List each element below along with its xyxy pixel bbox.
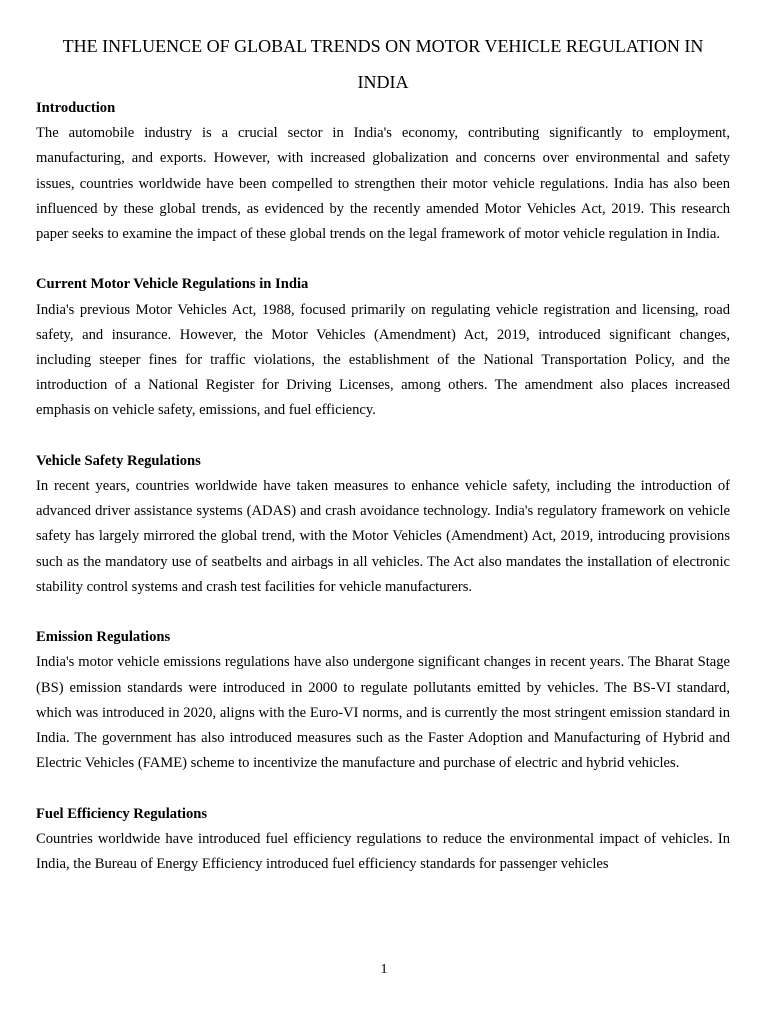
section-current-regulations	[36, 272, 730, 423]
section-vehicle-safety	[36, 449, 730, 600]
section-fuel-efficiency	[36, 802, 730, 878]
section-heading: Introduction	[36, 100, 116, 116]
section-introduction	[36, 96, 730, 247]
section-emission	[36, 625, 730, 776]
section-heading: Emission Regulations	[36, 629, 171, 646]
section-paragraph: India's motor vehicle emissions regulations have also undergone significant changes in recent years. The Bharat Stage (BS) emission standards were introduced in 2000 to regulate pollutants emitted by vehicles. The BS-VI standard, which was introduced in 2020, aligns with the Euro-VI norms, and is currently the most stringent emission standard in India. The government has also introduced measures such as the Faster Adoption and Manufacturing of Hybrid and Electric Vehicles (FAME) scheme to incentivize the manufacture and purchase of electric and hybrid vehicles.	[36, 654, 730, 772]
page-number: 1	[380, 962, 388, 977]
paragraph-spacer	[36, 247, 730, 272]
section-paragraph: The automobile industry is a crucial sector in India's economy, contributing significantly to employment, manufacturing, and exports. However, with increased globalization and concerns over environmental and safety issues, countries worldwide have been compelled to strengthen their motor vehicle regulations. India has also been influenced by these global trends, as evidenced by the recently amended Motor Vehicles Act, 2019. This research paper seeks to examine the impact of these global trends on the legal framework of motor vehicle regulation in India.	[36, 125, 730, 243]
document-body	[36, 96, 730, 877]
paragraph-spacer	[36, 424, 730, 449]
section-heading: Current Motor Vehicle Regulations in India	[36, 276, 309, 293]
section-heading: Vehicle Safety Regulations	[36, 452, 201, 469]
document-title: THE INFLUENCE OF GLOBAL TRENDS ON MOTOR VEHICLE REGULATION IN INDIA	[62, 36, 704, 92]
section-paragraph: Countries worldwide have introduced fuel efficiency regulations to reduce the environmental impact of vehicles. In India, the Bureau of Energy Efficiency introduced fuel efficiency standards for passenger vehicles	[36, 830, 730, 873]
section-paragraph: India's previous Motor Vehicles Act, 1988, focused primarily on regulating vehicle registration and licensing, road safety, and insurance. However, the Motor Vehicles (Amendment) Act, 2019, introduced significant changes, including steeper fines for traffic violations, the establishment of the National Transportation Policy, and the introduction of a National Register for Driving Licenses, among others. The amendment also places increased emphasis on vehicle safety, emissions, and fuel efficiency.	[36, 301, 730, 419]
paragraph-spacer	[36, 600, 730, 625]
paragraph-spacer	[36, 776, 730, 801]
section-paragraph: In recent years, countries worldwide have taken measures to enhance vehicle safety, including the introduction of advanced driver assistance systems (ADAS) and crash avoidance technology. India's regulatory framework on vehicle safety has largely mirrored the global trend, with the Motor Vehicles (Amendment) Act, 2019, introducing provisions such as the mandatory use of seatbelts and airbags in all vehicles. The Act also mandates the installation of electronic stability control systems and crash test facilities for vehicle manufacturers.	[36, 478, 730, 595]
section-heading: Fuel Efficiency Regulations	[36, 805, 208, 822]
